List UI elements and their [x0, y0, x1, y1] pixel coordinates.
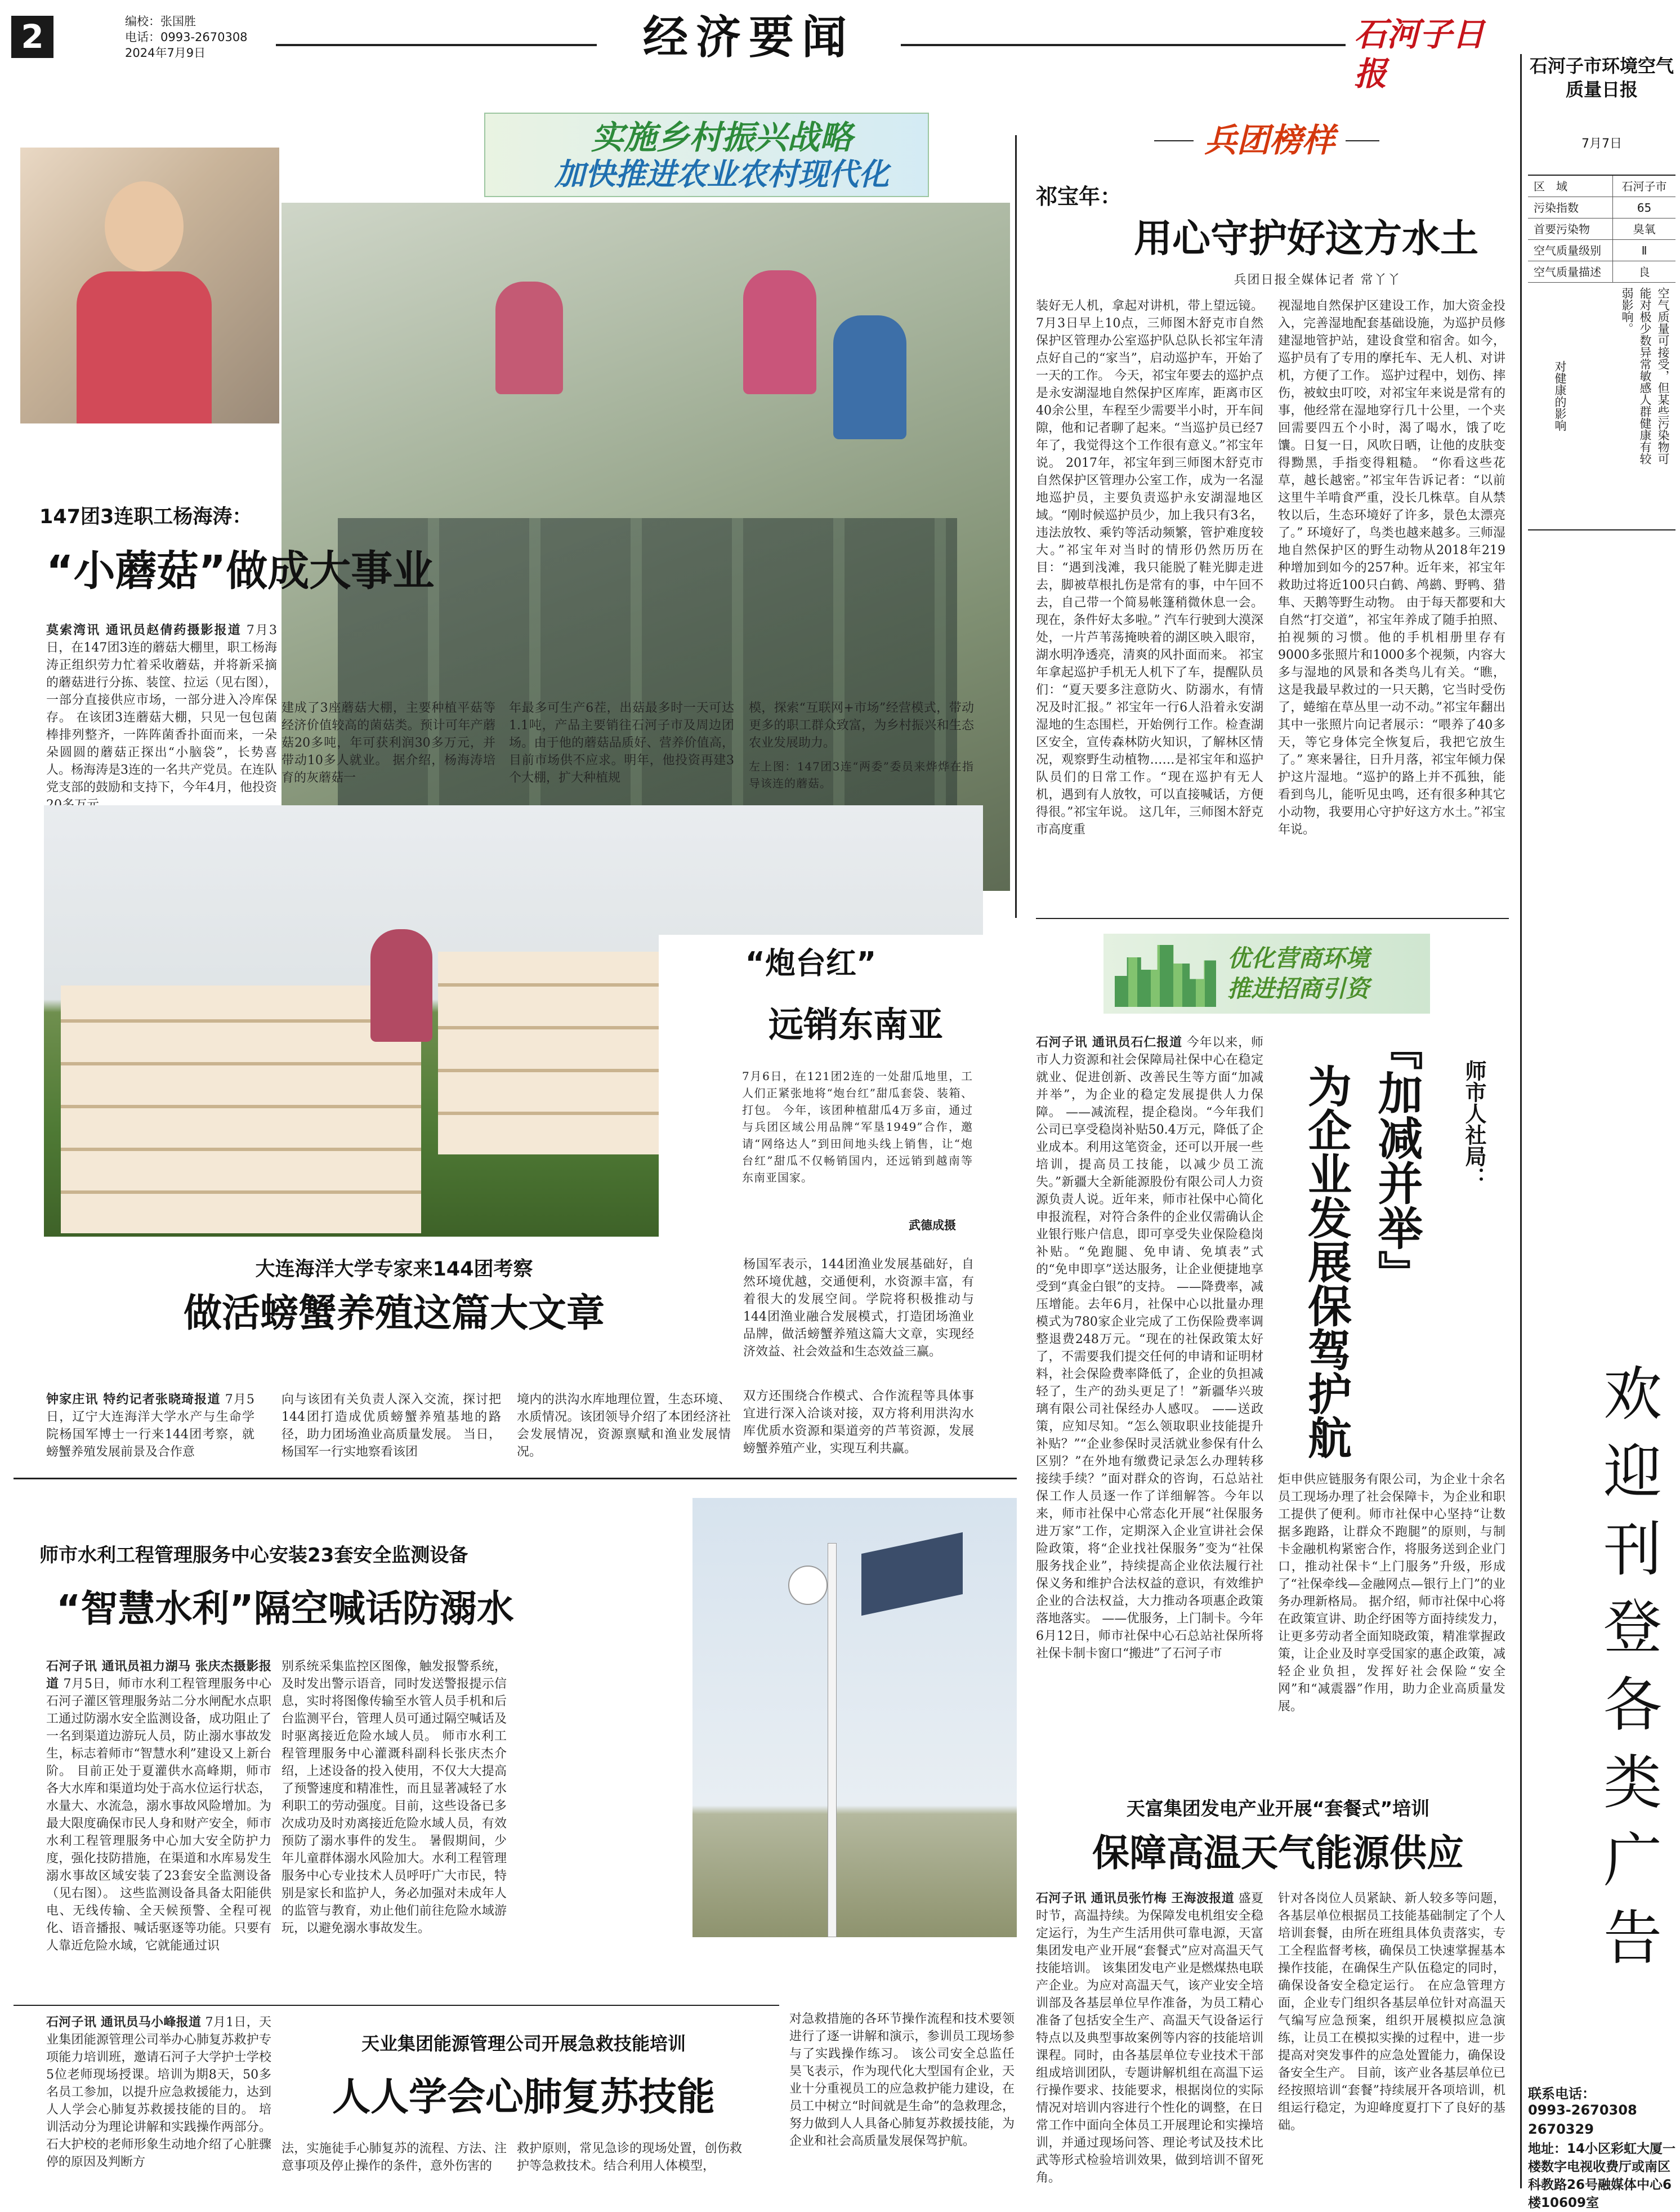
- crab-col1-text: 7月5日，辽宁大连海洋大学水产与生命学院杨国军博士一行来144团考察，就螃蟹养殖发展前景及合作意: [46, 1393, 254, 1459]
- crab-bottom-rule: [14, 1478, 1017, 1479]
- ad-slogan: 欢迎刊登各类广告: [1593, 1363, 1662, 1984]
- photo-farmer: [370, 929, 432, 1042]
- shebao-col1-text: 今年以来，师市人力资源和社会保障局社保中心在稳定就业、促进创新、改善民生等方面“加减并举”，为企业的稳定发展提供人力保障。 ——减流程，提企稳岗。“今年我们公司已享受稳岗补贴50.4万元，降低了企业成本。利用这笔资金，还可以开展一些培训，提高员工技能，以减少员工流失。”新疆大全新能源股份有限公司人力资源负责人说。近年来，师市社保中心简化申报流程，对符合条件的企业仅需确认企业银行账户信息，即可享受失业保险稳岗补贴。“免跑腿、免申请、免填表”式的“免申即享”送达服务，让企业便捷地享受到“真金白银”的支持。 ——降费率，减压增能。去年6月，社保中心以批量办理模式为780家企业完成了工伤保险费率调整退费248万元。“现在的社保政策太好了，不需要我们提交任何的申请和证明材料，社会保险费率降低了，企业的负担减轻了，生产的劲头更足了！”新疆华兴玻璃有限公司社保经办人感叹。 ——送政策，应知尽知。“怎么领取职业技能提升补贴？”“企业参保时灵活就业参保有什么区别？”在外地有缴费记录怎么办理转移接续手续？”面对群众的咨询，石总站社保工作人员逐一作了详细解答。今年以来，师市社保中心常态化开展“社保服务进万家”工作，定期深入企业宣讲社会保险政策，将“企业找社保服务”变为“社保服务找企业”，持续提高企业依法履行社保义务和维护合法权益的意识，有效维护企业的合法权益，大力推动各项惠企政策落地落实。 ——优服务，上门制卡。今年6月12日，师市社保中心石总站社保所将社保卡制卡窗口“搬进”了石河子市: [1036, 1036, 1263, 1661]
- editor-info: [125, 14, 361, 61]
- photo-boxes-mid: [438, 952, 674, 1154]
- crab-title: 做活螃蟹养殖这篇大文章: [183, 1291, 605, 1336]
- mushroom-col1-text: 7月3日，在147团3连的蘑菇大棚里，职工杨海涛正组织劳力忙着采收蘑菇，并将新采摘的蘑菇进行分拣、装筐、拉运（见右图），一部分直接供应市场，一部分进入冷库保存。 在该团3连蘑菇大棚，只见一包包菌棒排列整齐，一阵阵菌香扑面而来，一朵朵圆圆的蘑菇正探出“小脑袋”，长势喜人。杨海涛是3连的一名共产党员。在连队党支部的鼓励和支持下，今年4月，他投资: [46, 623, 278, 795]
- logo-rule-left: [1154, 140, 1194, 141]
- mushroom-byline: 莫索湾讯 通讯员赵倩药摄影报道: [46, 623, 242, 637]
- portrait-face: [105, 181, 184, 271]
- energy-col2: 针对各岗位人员紧缺、新人较多等问题，各基层单位根据员工技能基础制定了个人培训套餐，由所在班组具体负责落实，专工全程监督考核，确保员工快速掌握基本操作技能，在确保生产队伍稳定的同时，确保设备安全稳定运行。 在应急管理方面，企业专门组织各基层单位针对高温天气编写应急预案，组织开展模拟应急演练，让员工在模拟实操的过程中，进一步提高对突发事件的应急处置能力，确保设备安全生产。 目前，该产业各基层单位已经按照培训“套餐”持续展开各项培训，机组运行稳定，为迎峰度夏打下了良好的基础。: [1278, 1892, 1505, 2133]
- business-banner: [1103, 934, 1430, 1014]
- qi-title: 用心守护好这方水土: [1133, 217, 1478, 261]
- crab-col2: 向与该团有关负责人深入交流，探讨把144团打造成优质螃蟹养殖基地的路径，助力团场渔业高质量发展。 当日，杨国军一行实地察看该团: [282, 1393, 501, 1459]
- shebao-kicker: 师市人社局：: [1462, 1060, 1486, 1188]
- water-col2: 别系统采集监控区图像，触发报警系统，及时发出警示语音，同时发送警报提示信息，实时将图像传输至水管人员手机和后台监测平台，管理人员可通过隔空喊话及时驱离接近危险水域人员。 师市水利工程管理服务中心灌溉科副科长张庆杰介绍，上述设备的投入使用，不仅大大提高了预警速度和精准性，而且显著减轻了水利职工的劳动强度。目前，这些设备已多次成功及时劝离接近危险水域人员，有效预防了溺水事件的发生。 暑假期间，少年儿童群体溺水风险加大。水利工程管理服务中心专业技术人员呼吁广大市民，特别是家长和监护人，务必加强对未成年人的监管与教育，劝止他们前往危险水域游玩，以避免溺水事故发生。: [282, 1660, 507, 1936]
- air-row-region-label: 区 域: [1528, 176, 1612, 197]
- shebao-title: 为企业发展保驾护航: [1301, 1064, 1351, 1459]
- melon-photo-credit: 武德成摄: [909, 1219, 956, 1232]
- cpr-col1-text: 7月1日，天业集团能源管理公司举办心肺复苏救护专项能力培训班，邀请石河子大学护士学校5位老师现场授课。培训为期8天，50多名员工参加，以提升应急救援能力，达到人人学会心肺复苏救援技能的目的。 培训活动分为理论讲解和实践操作两部分。石大护校的老师形象生动地介绍了心脏骤停的原因及判断方: [46, 2015, 271, 2169]
- air-row-region-value: 石河子市: [1612, 176, 1675, 197]
- air-row-index-label: 污染指数: [1528, 197, 1612, 218]
- energy-kicker: 天富集团发电产业开展“套餐式”培训: [1126, 1798, 1430, 1819]
- mushroom-col2: 建成了3座蘑菇大棚，主要种植平菇等经济价值较高的菌菇类。预计可年产蘑菇20多吨，年可获利润30多万元，并带动10多人就业。 据介绍，杨海涛培育的灰蘑菇一: [282, 701, 495, 785]
- mushroom-title: “小蘑菇”做成大事业: [46, 547, 435, 595]
- banner-city-icon: [1115, 945, 1216, 1007]
- melon-title2: 远销东南亚: [768, 1004, 943, 1045]
- masthead-rule-left: [276, 44, 597, 46]
- crab-col3: 境内的洪沟水库地理位置，生态环境、水质情况。该团领导介绍了本团经济社会发展情况，资源禀赋和渔业发展情况。: [517, 1393, 731, 1459]
- air-row-pollutant-label: 首要污染物: [1528, 218, 1612, 240]
- water-title: “智慧水利”隔空喊话防溺水: [56, 1587, 514, 1630]
- issue-date: 2024年7月9日: [125, 46, 206, 60]
- melon-caption: 7月6日，在121团2连的一处甜瓜地里，工人们正紧张地将“炮台红”甜瓜套袋、装箱、打包。 今年，该团种植甜瓜4万多亩，通过与兵团区域公用品牌“军垦1949”合作，邀请“网络达人”到田间地头线上销售，让“炮台红”甜瓜不仅畅销国内，还远销到越南等东南亚国家。: [742, 1069, 973, 1184]
- ad-phones: 0993-2670308 2670329: [1528, 2102, 1651, 2137]
- logo-text: 兵团榜样: [1204, 121, 1335, 159]
- water-kicker: 师市水利工程管理服务中心安装23套安全监测设备: [39, 1544, 468, 1567]
- air-health-label: 对健康的影响: [1553, 360, 1567, 431]
- air-table-bottom-rule: [1528, 529, 1675, 530]
- shebao-col1: [1036, 1034, 1263, 1800]
- editor: 编校：张国胜: [125, 15, 196, 28]
- crab-col4b: 双方还围绕合作模式、合作流程等具体事宜进行深入洽谈对接，双方将利用洪沟水库优质水资源和渠道旁的芦苇资源，发展螃蟹养殖产业，实现互利共赢。: [743, 1389, 974, 1456]
- shebao-byline: 石河子讯 通讯员石仁报道: [1036, 1035, 1182, 1050]
- phone: 电话：0993-2670308: [125, 30, 248, 44]
- photo-camera: [788, 1566, 828, 1605]
- photo-solar-panel: [861, 1532, 963, 1616]
- cpr-col2: 法，实施徒手心肺复苏的流程、方法、注意事项及停止操作的条件，意外伤害的: [282, 2142, 507, 2173]
- portrait-shirt: [77, 271, 212, 423]
- qi-byline: 兵团日报全媒体记者 常丫丫: [1234, 273, 1401, 287]
- photo-pole: [828, 1543, 837, 1937]
- masthead-rule-right: [901, 44, 1346, 46]
- energy-col1: [1036, 1890, 1263, 2188]
- photo-worker-1: [495, 282, 563, 394]
- photo-mushroom-portrait: [20, 148, 279, 423]
- shebao-quote: 『加减并举』: [1370, 1025, 1423, 1295]
- water-col1-text: 7月5日，师市水利工程管理服务中心石河子灌区管理服务站二分水闸配水点职工通过防溺水安全监测设备，成功阻止了一名到渠道边游玩人员，防止溺水事故发生，标志着师市“智慧水利”建设又上新台阶。 目前正处于夏灌供水高峰期，师市各大水库和渠道均处于高水位运行状态，水量大、水流急，溺水事故风险增加。为最大限度确保市民人身和财产安全，师市水利工程管理服务中心加大安全防护力度，强化技防措施，在渠道和水库易发生溺水事故区域安装了23套安全监测设备（见右图）。 这些监测设备具备太阳能供电、无线传输、全天候预警、全程可视化、语音播报、喊话驱逐等功能。只要有人靠近危险水域，它就能通过识: [46, 1677, 271, 1953]
- air-row-index-value: 65: [1612, 197, 1675, 218]
- shebao-col2: 炬申供应链服务有限公司，为企业十余名员工现场办理了社会保障卡，为企业和职工提供了便利。师市社保中心坚持“让数据多跑路，让群众不跑腿”的原则，与制卡金融机构紧密合作，将服务送到企业门口，推动社保卡“上门服务”升级，形成了“社保牵线—金融网点—银行上门”的业务办理新格局。 据介绍，师市社保中心将在政策宣讲、助企纾困等方面持续发力，让更多劳动者全面知晓政策，精准掌握政策，让企业及时享受国家的惠企政策，减轻企业负担，发挥好社会保险“安全网”和“减震器”作用，助力企业高质量发展。: [1278, 1473, 1505, 1714]
- qi-bottom-rule: [1036, 918, 1509, 919]
- sidebar-divider: [1520, 54, 1522, 2188]
- photo-worker-3: [833, 315, 906, 439]
- air-quality-table: [1528, 175, 1675, 279]
- cpr-col4: 对急救措施的各环节操作流程和技术要领进行了逐一讲解和演示，参训员工现场参与了实践操作练习。 该公司安全总监任昊飞表示，作为现代化大型国有企业，天业十分重视员工的应急救护能力建设，在员工中树立“时间就是生命”的急救理念，努力做到人人具备心肺复苏救援技能，为企业和社会高质量发展保驾护航。: [789, 2012, 1015, 2148]
- air-quality-date: 7月7日: [1581, 137, 1622, 151]
- mushroom-col4: 模，探索“互联网+市场”经营模式，带动更多的职工群众致富，为乡村振兴和生态农业发展助力。: [749, 701, 974, 750]
- water-col1: [46, 1658, 271, 1994]
- crab-col4a: 杨国军表示，144团渔业发展基础好，自然环境优越，交通便利，水资源丰富，有着很大的发展空间。学院将积极推动与144团渔业融合发展模式，打造团场渔业品牌，做活螃蟹养殖这篇大文章，实现经济效益、社会效益和生态效益三赢。: [743, 1257, 974, 1359]
- photo-monitor-pole: [692, 1498, 1017, 1937]
- crab-kicker: 大连海洋大学专家来144团考察: [255, 1258, 533, 1281]
- cpr-col3: 救护原则，常见急诊的现场处置，创伤救护等急救技术。结合利用人体模型，: [517, 2142, 742, 2173]
- newspaper-logo: 石河子日报: [1354, 15, 1485, 93]
- mushroom-caption: 左上图：147团3连“两委”委员来烨烨在指导该连的蘑菇。: [749, 760, 974, 790]
- photo-worker-2: [743, 270, 816, 394]
- mushroom-col3: 年最多可生产6茬，出菇最多时一天可达1.1吨，产品主要销往石河子市及周边团场。由于他的蘑菇品质好、营养价值高，目前市场供不应求。明年，他投资再建3个大棚，扩大种植规: [509, 701, 734, 785]
- logo-rule-right: [1346, 140, 1379, 141]
- banner-line2: 加快推进农业农村现代化: [555, 157, 889, 192]
- energy-col1-text: 盛夏时节，高温持续。为保障发电机组安全稳定运行，为生产生活用供可靠电源，天富集团发电产业开展“套餐式”应对高温天气技能培训。 该集团发电产业是燃煤热电联产企业。为应对高温天气，该产业安全培训部及各基层单位早作准备，为员工精心准备了包括安全生产、高温天气设备运行特点以及典型事故案例等内容的技能培训课程。同时，由各基层单位专业技术干部组成培训团队，专题讲解机组在高温下运行操作要求、技能要求，根据岗位的实际情况对培训内容进行个性化的调整，在日常工作中面向全体员工开展理论和实操培训，并通过现场问答、理论考试及技术比武等形式检验培训效果，做到培训不留死角。: [1036, 1892, 1263, 2185]
- air-row-desc-label: 空气质量描述: [1528, 261, 1612, 283]
- crab-col1: [46, 1391, 254, 1459]
- cpr-col1: [46, 2014, 271, 2188]
- air-quality-title: 石河子市环境空气质量日报: [1529, 55, 1674, 100]
- cpr-kicker: 天业集团能源管理公司开展急救技能培训: [361, 2033, 686, 2054]
- cpr-top-rule: [14, 2005, 779, 2006]
- banner-biz-line2: 推进招商引资: [1227, 975, 1370, 1002]
- crab-byline: 钟家庄讯 特约记者张晓琦报道: [46, 1392, 221, 1407]
- mushroom-kicker: 147团3连职工杨海涛：: [39, 506, 252, 528]
- ad-contact-title: 联系电话：: [1528, 2086, 1596, 2102]
- page-number: 2: [11, 16, 53, 58]
- banner-line1: 实施乡村振兴战略: [591, 118, 852, 157]
- air-health-text: 空气质量可接受，但某些污染物可能对极少数异常敏感人群健康有较弱影响。: [1620, 287, 1670, 465]
- banner-biz-line1: 优化营商环境: [1227, 944, 1370, 972]
- air-row-level-label: 空气质量级别: [1528, 240, 1612, 261]
- cpr-title: 人人学会心肺复苏技能: [332, 2075, 715, 2120]
- energy-byline: 石河子讯 通讯员张竹梅 王海波报道: [1036, 1891, 1235, 1906]
- melon-title1: “炮台红”: [745, 946, 877, 981]
- water-byline: 石河子讯 通讯员祖力湖马 张庆杰摄影报道: [46, 1659, 271, 1691]
- photo-boxes-left: [61, 985, 421, 1233]
- cpr-byline: 石河子讯 通讯员马小峰报道: [46, 2015, 202, 2030]
- air-row-desc-value: 良: [1612, 261, 1675, 283]
- qi-col2: 视湿地自然保护区建设工作，加大资金投入，完善湿地配套基础设施，为巡护员修建湿地管护站，建设食堂和宿舍。如今，巡护员有了专用的摩托车、无人机、对讲机，方便了工作。 巡护过程中，划伤、摔伤，被蚊虫叮咬，对祁宝年来说是常有的事，他经常在湿地穿行几十公里，一个夹回需要四五个小时，渴了喝水，饿了吃馕。日复一日，风吹日晒，让他的皮肤变得黝黑，手指变得粗糙。 “你看这些花草，越长越密。”祁宝年告诉记者：“以前这里牛羊啃食严重，没长几株草。自从禁牧以后，生态环境好了许多，景色太漂亮了。” 环境好了，鸟类也越来越多。三师湿地自然保护区的野生动物从2018年219种增加到如今的257种。近年来，祁宝年救助过将近100只白鹤、鸬鹚、野鸭、猎隼、天鹅等野生动物。 由于每天都要和大自然“打交道”，祁宝年养成了随手拍照、拍视频的习惯。他的手机相册里存有9000多张照片和1000多个视频，内容大多与湿地的风景和各类鸟儿有关。“瞧，这是我最早救过的一只天鹅，它当时受伤了，蜷缩在草丛里一动不动。”祁宝年翻出其中一张照片向记者展示：“喂养了40多天，等它身体完全恢复后，我把它放生了。” 寒来暑往，日升月落，祁宝年倾力保护这片湿地。“巡护的路上并不孤独，能看到鸟儿，能听见虫鸣，还有很多种其它小动物，我要用心守护好这方水土。”祁宝年说。: [1278, 299, 1505, 837]
- section-title: 经济要闻: [643, 11, 855, 64]
- bingtuan-logo: [1154, 115, 1379, 166]
- banner-rural: [484, 113, 929, 197]
- air-row-level-value: Ⅱ: [1612, 240, 1675, 261]
- ad-address: 地址：14小区彩虹大厦一楼数字电视收费厅或南区科教路26号融媒体中心6楼10609室: [1528, 2142, 1676, 2210]
- qi-col1: 装好无人机，拿起对讲机，带上望远镜。7月3日早上10点，三师图木舒克市自然保护区管理办公室巡护队总队长祁宝年清点好自己的“家当”，启动巡护车，开始了一天的工作。 今天，祁宝年要去的巡护点是永安湖湿地自然保护区库库，距离市区40余公里，车程至少需要半小时，开车间隙，他和记者聊了起来。“当巡护员已经7年了，我觉得这个工作很有意义。”祁宝年说。 2017年，祁宝年到三师图木舒克市自然保护区管理办公室工作，成为一名湿地巡护员，主要负责巡护永安湖湿地区域。“刚时候巡护员少，加上我只有3名，违法放牧、乘钓等活动频繁，管护难度较大。”祁宝年对当时的情形仍然历历在目：“遇到浅滩，我只能脱了鞋光脚走进去，脚被草根扎伤是常有的事，中午回不去，自己带一个简易帐篷稍微休息一会。现在，条件好太多啦。” 汽车行驶到大漠深处，一片芦苇荡掩映着的湖区映入眼帘，湖水明净透亮，清爽的风扑面而来。 祁宝年拿起巡护手机无人机下了车，提醒队员们：“夏天要多注意防火、防溺水，有情况及时汇报。” 祁宝年一行6人沿着永安湖湿地的生态围栏，开始例行工作。检查湖区安全，宣传森林防火知识，了解林区情况，观察野生动植物……是祁宝年和巡护队员们的日常工作。“现在巡护有无人机，遇到有人放牧，可以直接喊话，方便得很。”祁宝年说。 这几年，三师图木舒克市高度重: [1036, 299, 1263, 837]
- qi-kicker: 祁宝年：: [1036, 184, 1122, 209]
- air-row-pollutant-value: 臭氧: [1612, 218, 1675, 240]
- energy-title: 保障高温天气能源供应: [1092, 1831, 1464, 1875]
